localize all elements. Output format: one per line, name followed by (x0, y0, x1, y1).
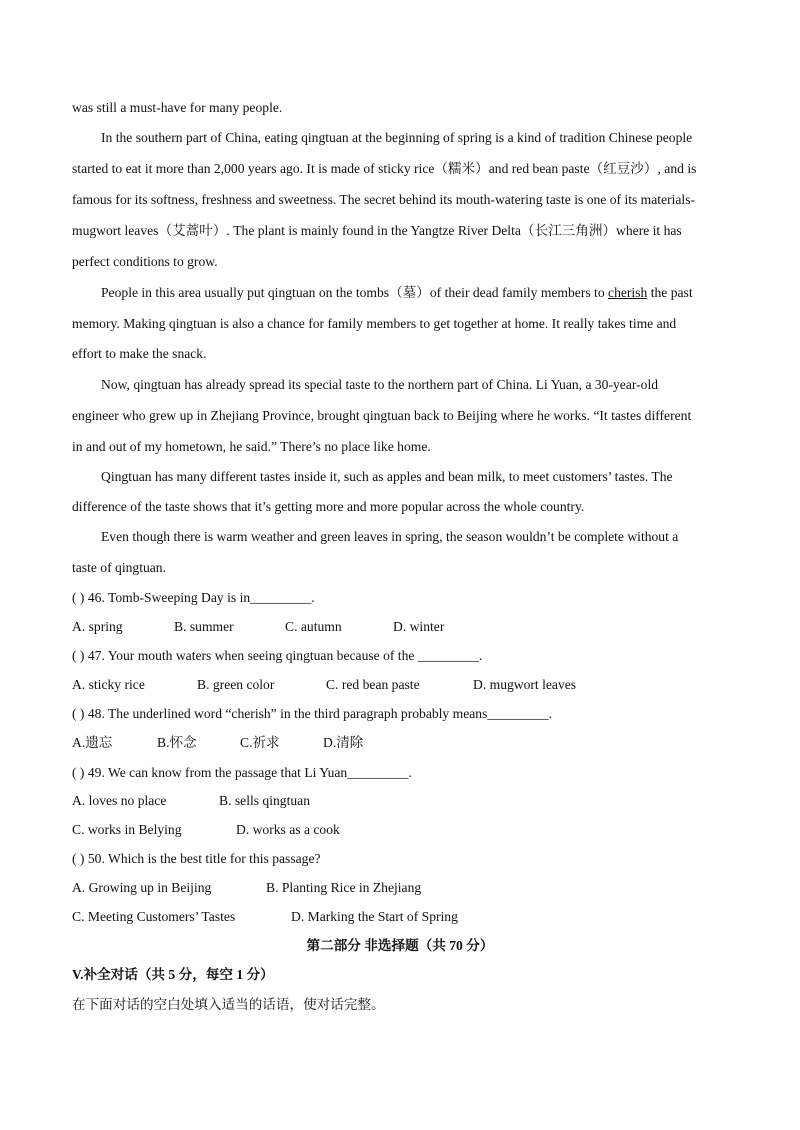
q47-option-b: B. green color (197, 677, 275, 692)
section-subheading: V.补全对话（共 5 分，每空 1 分） (72, 967, 274, 982)
q46-option-b: B. summer (174, 619, 234, 634)
question-46: ( ) 46. Tomb-Sweeping Day is in_________. (72, 590, 315, 605)
q49-option-d: D. works as a cook (236, 822, 340, 837)
passage-line: taste of qingtuan. (72, 560, 167, 575)
q49-option-b: B. sells qingtuan (219, 793, 311, 808)
section-instruction: 在下面对话的空白处填入适当的话语，使对话完整。 (72, 997, 385, 1012)
passage-text: the past (647, 285, 693, 300)
passage-line: in and out of my hometown, he said.” There’s no place like home. (72, 439, 431, 454)
q50-option-b: B. Planting Rice in Zhejiang (266, 880, 422, 895)
q48-option-b: B.怀念 (157, 735, 197, 750)
q49-option-a: A. loves no place (72, 793, 167, 808)
question-49: ( ) 49. We can know from the passage that Li Yuan_________. (72, 765, 412, 780)
passage-line: famous for its softness, freshness and sweetness. The secret behind its mouth-watering taste is one of its materials- (72, 192, 696, 207)
q50-option-a: A. Growing up in Beijing (72, 880, 212, 895)
q48-option-c: C.祈求 (240, 735, 280, 750)
question-50: ( ) 50. Which is the best title for this passage? (72, 851, 321, 866)
passage-line: Qingtuan has many different tastes inside it, such as apples and bean milk, to meet customers’ tastes. The (101, 469, 673, 484)
q46-option-c: C. autumn (285, 619, 342, 634)
q49-option-c: C. works in Belying (72, 822, 182, 837)
passage-line: Even though there is warm weather and green leaves in spring, the season wouldn’t be complete without a (101, 529, 679, 544)
passage-line: In the southern part of China, eating qingtuan at the beginning of spring is a kind of tradition Chinese people (101, 130, 693, 145)
passage-line: effort to make the snack. (72, 346, 207, 361)
q50-option-c: C. Meeting Customers’ Tastes (72, 909, 236, 924)
q47-option-c: C. red bean paste (326, 677, 420, 692)
q48-option-d: D.清除 (323, 735, 364, 750)
q47-option-d: D. mugwort leaves (473, 677, 577, 692)
q48-option-a: A.遗忘 (72, 735, 113, 750)
passage-line: engineer who grew up in Zhejiang Province, brought qingtuan back to Beijing where he works. “It tastes different (72, 408, 692, 423)
passage-line-cherish (101, 284, 730, 302)
question-48: ( ) 48. The underlined word “cherish” in the third paragraph probably means_________. (72, 706, 552, 721)
passage-line: Now, qingtuan has already spread its special taste to the northern part of China. Li Yuan, a 30-year-old (101, 377, 659, 392)
q46-option-d: D. winter (393, 619, 445, 634)
underlined-word-cherish: cherish (608, 285, 648, 300)
passage-text: People in this area usually put qingtuan on the tombs（墓）of their dead family members to (101, 285, 609, 300)
passage-line: started to eat it more than 2,000 years ago. It is made of sticky rice（糯米）and red bean paste（红豆沙）, and is (72, 161, 697, 176)
q46-option-a: A. spring (72, 619, 123, 634)
passage-line: difference of the taste shows that it’s getting more and more popular across the whole country. (72, 499, 585, 514)
q50-option-d: D. Marking the Start of Spring (291, 909, 458, 924)
passage-line: perfect conditions to grow. (72, 254, 218, 269)
q47-option-a: A. sticky rice (72, 677, 145, 692)
question-47: ( ) 47. Your mouth waters when seeing qingtuan because of the _________. (72, 648, 483, 663)
passage-line: mugwort leaves（艾蒿叶）. The plant is mainly found in the Yangtze River Delta（长江三角洲）where it has (72, 223, 682, 238)
section-heading: 第二部分 非选择题（共 70 分） (306, 938, 494, 953)
passage-line: was still a must-have for many people. (72, 100, 283, 115)
passage-line: memory. Making qingtuan is also a chance for family members to get together at home. It really takes time and (72, 316, 677, 331)
